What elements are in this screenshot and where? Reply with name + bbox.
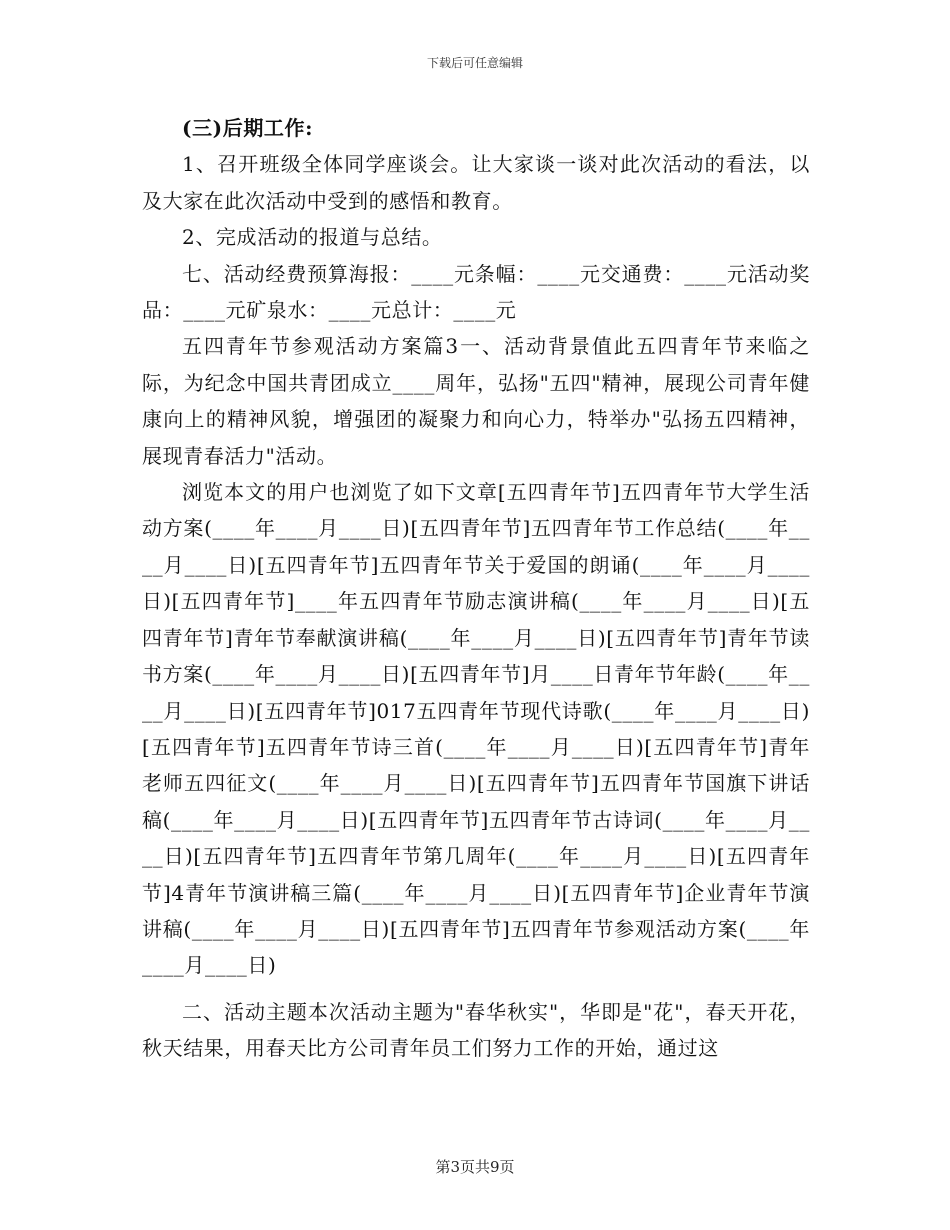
section-heading-later-work: (三)后期工作: — [182, 116, 314, 140]
page-number: 第3页共9页 — [435, 1158, 515, 1176]
paragraph-item-1: 1、召开班级全体同学座谈会。让大家谈一谈对此次活动的看法，以及大家在此次活动中受到的感悟和教育。 — [142, 152, 810, 213]
paragraph-item-2: 2、完成活动的报道与总结。 — [182, 225, 443, 250]
document-body — [142, 110, 810, 1067]
page-header: 下载后可任意编辑 — [426, 56, 523, 70]
paragraph-related-articles: 浏览本文的用户也浏览了如下文章[五四青年节]五四青年节大学生活动方案(____年____月____日)[五四青年节]五四青年节工作总结(____年____月____日)[五四青年节]五四青年节关于爱国的朗诵(____年____月____日)[五四青年节]____年五四青年节励志演讲稿(____年____月____日)[五四青年节]青年节奉献演讲稿(____年____月____日)[五四青年节]青年节读书方案(____年____月____日)[五四青年节]月____日青年节年龄(____年____月____日)[五四青年节]017五四青年节现代诗歌(____年____月____日)[五四青年节]五四青年节诗三首(____年____月____日)[五四青年节]青年老师五四征文(____年____月____日)[五四青年节]五四青年节国旗下讲话稿(____年____月____日)[五四青年节]五四青年节古诗词(____年____月____日)[五四青年节]五四青年节第几周年(____年____月____日)[五四青年节]4青年节演讲稿三篇(____年____月____日)[五四青年节]企业青年节演讲稿(____年____月____日)[五四青年节]五四青年节参观活动方案(____年____月____日) — [142, 480, 810, 978]
paragraph-activity-theme: 二、活动主题本次活动主题为"春华秋实"，华即是"花"，春天开花，秋天结果，用春天比方公司青年员工们努力工作的开始，通过这 — [142, 999, 810, 1061]
paragraph-plan-3-background: 五四青年节参观活动方案篇3一、活动背景值此五四青年节来临之际，为纪念中国共青团成立____周年，弘扬"五四"精神，展现公司青年健康向上的精神风貌，增强团的凝聚力和向心力，特举办"弘扬五四精神，展现青春活力"活动。 — [142, 334, 810, 468]
paragraph-budget: 七、活动经费预算海报：____元条幅：____元交通费：____元活动奖品：____元矿泉水：____元总计：____元 — [142, 261, 810, 323]
